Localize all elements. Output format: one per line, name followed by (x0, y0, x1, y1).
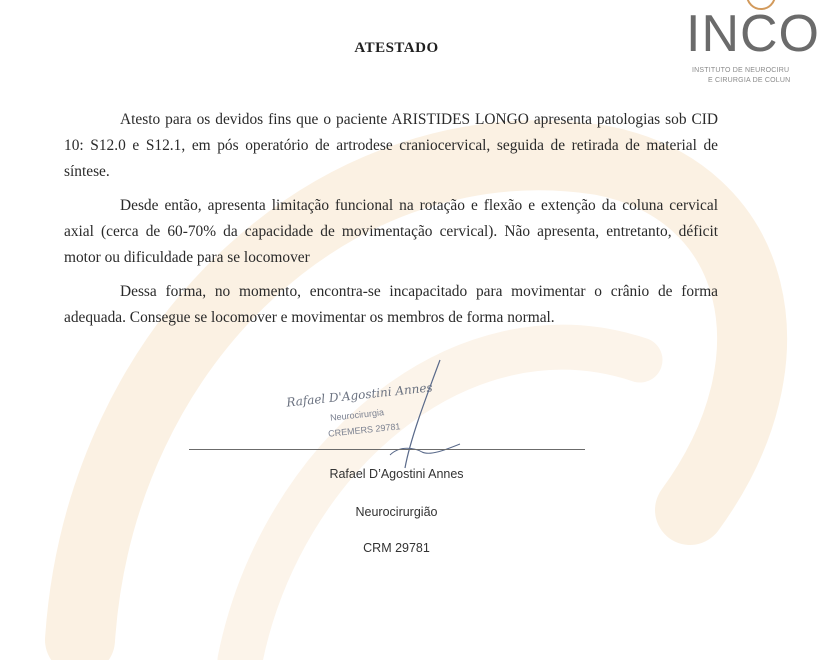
paragraph-2: Desde então, apresenta limitação funcional na rotação e flexão e extenção da coluna cervical axial (cerca de 60-70% da capacidade de movimentação cervical). Não apresenta, entretanto, déficit motor ou dificuldade para se locomover (64, 197, 718, 266)
signer-crm: CRM 29781 (363, 541, 430, 555)
paragraph-3: Dessa forma, no momento, encontra-se incapacitado para movimentar o crânio de forma adequada. Consegue se locomover e movimentar os membros de forma normal. (64, 283, 718, 326)
signer-role: Neurocirurgião (355, 505, 438, 519)
stamp-name: Rafael D'Agostini Annes (285, 380, 434, 410)
signature-line (189, 449, 585, 450)
logo-text: INCO (686, 5, 820, 63)
handwritten-signature (200, 360, 620, 470)
logo-subtitle-line2: E CIRURGIA DE COLUN (708, 77, 791, 84)
signature-stamp (200, 360, 620, 470)
document-body (64, 107, 718, 339)
stamp-register: CREMERS 29781 (327, 421, 401, 439)
document-title: ATESTADO (354, 40, 439, 56)
paragraph-1: Atesto para os devidos fins que o paciente ARISTIDES LONGO apresenta patologias sob CID 10: S12.0 e S12.1, em pós operatório de artrodese craniocervical, seguida de retirada de material de síntese. (64, 111, 718, 180)
logo-subtitle-line1: INSTITUTO DE NEUROCIRU (692, 67, 790, 74)
signer-name: Rafael D’Agostini Annes (329, 467, 464, 481)
stamp-role: Neurocirurgia (329, 407, 385, 423)
